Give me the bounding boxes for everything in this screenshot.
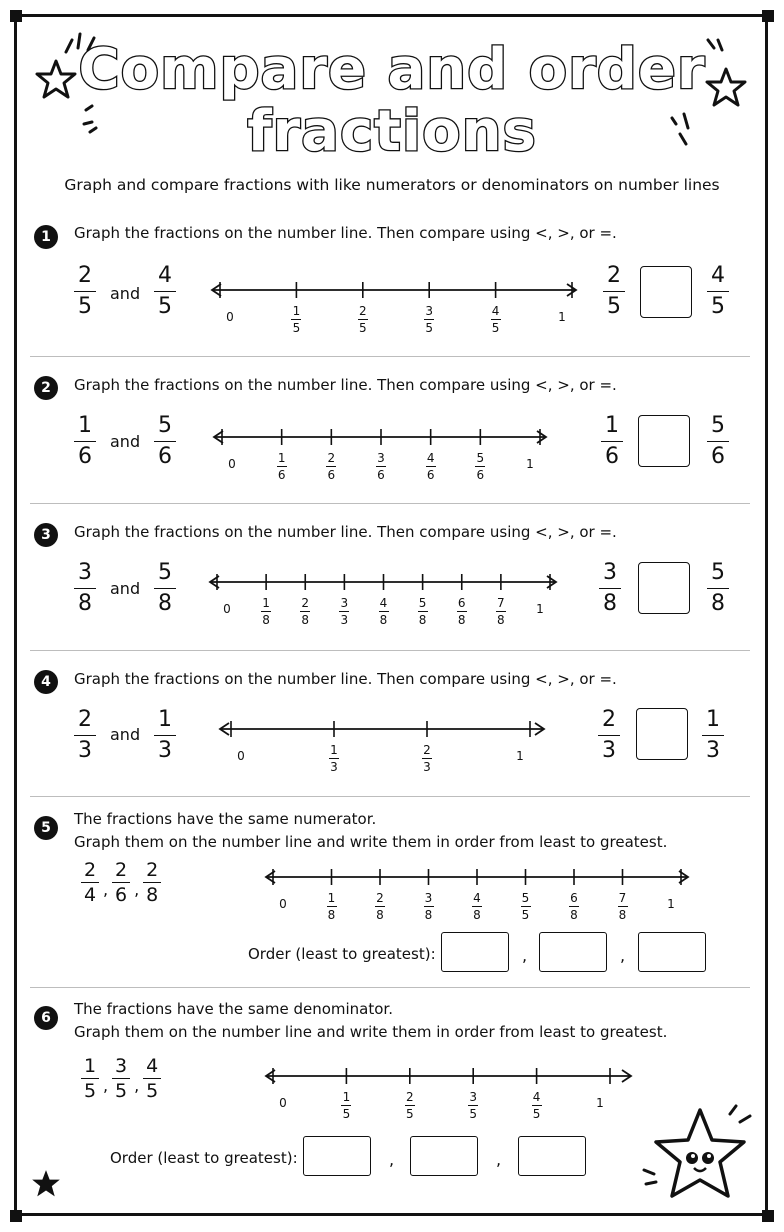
tick-label: 4 6 (426, 451, 435, 482)
compare-fraction-b: 5 6 (705, 414, 731, 469)
fraction: $\frac{4}{5}$ (142, 1056, 162, 1101)
tick-label: 1 3 (330, 743, 338, 774)
tick-label-end: 1 (667, 897, 675, 911)
order-label: Order (least to greatest): (248, 945, 436, 963)
tick-label: 3 5 (425, 304, 433, 335)
problem-number: 1 (34, 225, 58, 249)
problem-prompt-line2: Graph them on the number line and write them in order from least to greatest. (74, 1023, 668, 1041)
comma: , (134, 1076, 140, 1095)
tick-label: 2 6 (327, 451, 336, 482)
tick-label-end: 1 (596, 1096, 604, 1110)
tick-label: 4 5 (532, 1090, 541, 1121)
tick-label: 3 5 (469, 1090, 477, 1121)
fraction-a: 2 5 (72, 264, 98, 319)
tick-label: 7 8 (618, 891, 627, 922)
tick-label: 2 8 (376, 891, 384, 922)
compare-fraction-a: 2 3 (596, 708, 622, 763)
fraction: $\frac{2}{4}$ (80, 860, 100, 905)
compare-fraction-b: 4 5 (705, 264, 731, 319)
fraction-b: 5 6 (152, 414, 178, 469)
and-label: and (110, 725, 141, 744)
compare-fraction-b: 1 3 (700, 708, 726, 763)
tick-label-start: 0 (279, 897, 287, 911)
tick-label: 1 8 (262, 596, 270, 627)
tick-label-start: 0 (228, 457, 236, 471)
problem-prompt: Graph the fractions on the number line. Then compare using <, >, or =. (74, 224, 617, 242)
tick-label: 2 3 (423, 743, 431, 774)
tick-label-start: 0 (279, 1096, 287, 1110)
tick-label: 5 8 (418, 596, 427, 627)
comma: , (620, 946, 626, 965)
and-label: and (110, 579, 141, 598)
problem-prompt: Graph the fractions on the number line. Then compare using <, >, or =. (74, 670, 617, 688)
fraction-b: 4 5 (152, 264, 178, 319)
compare-fraction-a: 1 6 (599, 414, 625, 469)
tick-label: 3 8 (424, 891, 433, 922)
tick-label: 3 3 (340, 596, 349, 627)
tick-label-end: 1 (558, 310, 566, 324)
problem-prompt-line1: The fractions have the same numerator. (74, 810, 377, 828)
compare-fraction-b: 5 8 (705, 561, 731, 616)
tick-label: 1 6 (277, 451, 286, 482)
order-label: Order (least to greatest): (110, 1149, 298, 1167)
comma: , (103, 880, 109, 899)
fraction-b: 5 8 (152, 561, 178, 616)
tick-label: 7 8 (497, 596, 505, 627)
problem-prompt: Graph the fractions on the number line. Then compare using <, >, or =. (74, 523, 617, 541)
tick-label: 4 8 (379, 596, 388, 627)
fraction-a: 2 3 (72, 708, 98, 763)
tick-label-end: 1 (526, 457, 534, 471)
fraction: $\frac{2}{8}$ (142, 860, 162, 905)
tick-label-start: 0 (223, 602, 231, 616)
tick-label: 5 5 (521, 891, 530, 922)
tick-label: 2 5 (358, 304, 367, 335)
tick-label-start: 0 (237, 749, 245, 763)
page-subtitle: Graph and compare fractions with like numerators or denominators on number lines (64, 176, 720, 194)
tick-label: 1 5 (342, 1090, 351, 1121)
fraction-a: 3 8 (72, 561, 98, 616)
compare-fraction-a: 3 8 (597, 561, 623, 616)
comma: , (522, 946, 528, 965)
problem-number: 4 (34, 670, 58, 694)
problem-number: 5 (34, 816, 58, 840)
tick-label: 1 5 (292, 304, 301, 335)
tick-label: 2 5 (405, 1090, 414, 1121)
problem-number: 6 (34, 1006, 58, 1030)
tick-label: 6 8 (570, 891, 578, 922)
problem-prompt-line1: The fractions have the same denominator. (74, 1000, 393, 1018)
comma: , (103, 1076, 109, 1095)
tick-label: 4 5 (491, 304, 500, 335)
tick-label-end: 1 (516, 749, 524, 763)
fraction: $\frac{1}{5}$ (80, 1056, 100, 1101)
fraction-b: 1 3 (152, 708, 178, 763)
tick-label-end: 1 (536, 602, 544, 616)
tick-label: 5 6 (476, 451, 485, 482)
and-label: and (110, 284, 141, 303)
problem-number: 3 (34, 523, 58, 547)
and-label: and (110, 432, 141, 451)
tick-label: 1 8 (327, 891, 336, 922)
problem-number: 2 (34, 376, 58, 400)
tick-label: 6 8 (457, 596, 466, 627)
compare-fraction-a: 2 5 (601, 264, 627, 319)
fraction: $\frac{3}{5}$ (111, 1056, 131, 1101)
problem-prompt: Graph the fractions on the number line. Then compare using <, >, or =. (74, 376, 617, 394)
page-title-line2: fractions (247, 99, 537, 164)
tick-label: 3 6 (377, 451, 385, 482)
tick-label-start: 0 (226, 310, 234, 324)
comma: , (496, 1150, 502, 1169)
problem-prompt-line2: Graph them on the number line and write them in order from least to greatest. (74, 833, 668, 851)
comma: , (134, 880, 140, 899)
fraction-a: 1 6 (72, 414, 98, 469)
fraction: $\frac{2}{6}$ (111, 860, 131, 905)
page-title: Compare and order (78, 37, 706, 102)
tick-label: 4 8 (473, 891, 481, 922)
comma: , (389, 1150, 395, 1169)
tick-label: 2 8 (301, 596, 310, 627)
